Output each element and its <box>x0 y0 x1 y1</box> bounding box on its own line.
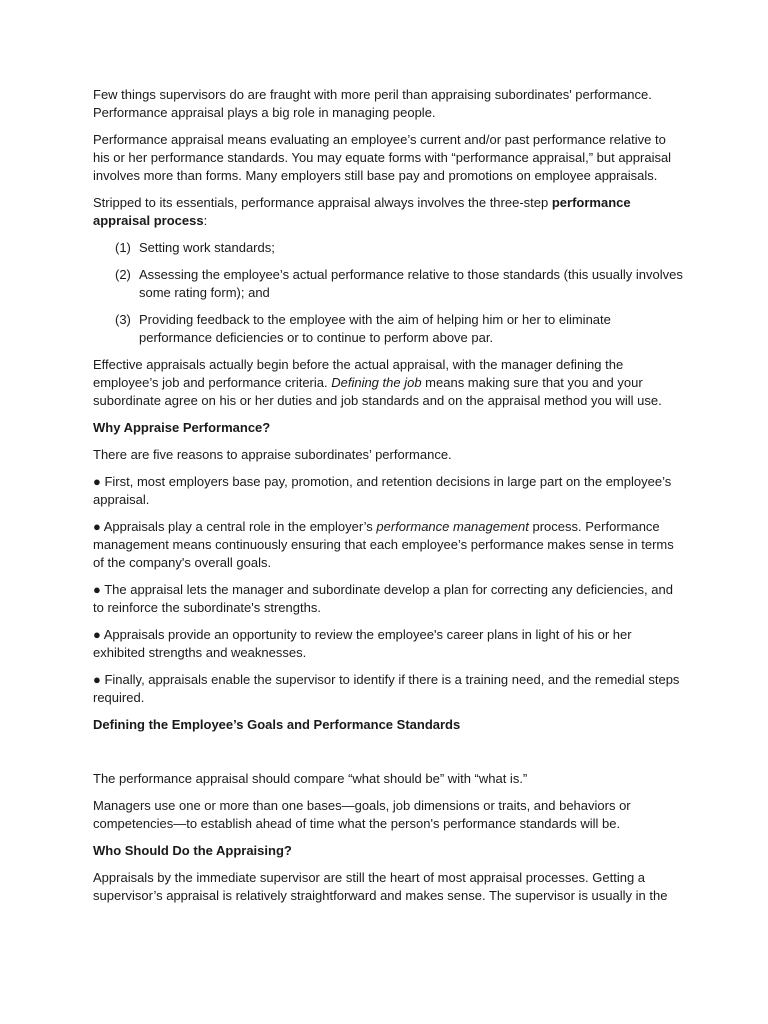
bullet-2-italic-term: performance management <box>376 519 529 534</box>
intro-paragraph-1: Few things supervisors do are fraught with more peril than appraising subordinates' performance. Performance appraisal plays a big role in managing people. <box>93 87 652 120</box>
bullet-2-text-post: process. Performance management means continuously ensuring that each employee’s performance makes sense in terms of the company's overall goals. <box>93 519 674 570</box>
section-heading-who: Who Should Do the Appraising? <box>93 843 292 858</box>
list-item-text: Assessing the employee’s actual performance relative to those standards (this usually involves some rating form); and <box>139 267 683 300</box>
bullet-paragraph-2 <box>93 518 683 572</box>
bullet-paragraph-4: ● Appraisals provide an opportunity to review the employee's career plans in light of his or her exhibited strengths and weaknesses. <box>93 627 632 660</box>
goals-paragraph-2: Managers use one or more than one bases—goals, job dimensions or traits, and behaviors or competencies—to establish ahead of time what the person's performance standards will be. <box>93 798 631 831</box>
why-intro-paragraph: There are five reasons to appraise subordinates’ performance. <box>93 447 452 462</box>
who-paragraph-1: Appraisals by the immediate supervisor are still the heart of most appraisal processes. Getting a supervisor’s appraisal is relatively straightforward and makes sense. The supervisor is usually in the <box>93 870 668 903</box>
effective-italic-term: Defining the job <box>331 375 422 390</box>
appraisal-steps-list <box>93 239 683 347</box>
list-item <box>93 266 683 302</box>
goals-paragraph-1: The performance appraisal should compare “what should be” with “what is.” <box>93 771 528 786</box>
intro-p3-suffix: : <box>203 213 208 228</box>
document-page <box>93 86 683 914</box>
bullet-2-text-pre: ● Appraisals play a central role in the employer’s <box>93 519 377 534</box>
list-item-number: (3) <box>115 312 131 327</box>
bullet-paragraph-5: ● Finally, appraisals enable the supervisor to identify if there is a training need, and the remedial steps required. <box>93 672 680 705</box>
section-heading-goals: Defining the Employee’s Goals and Performance Standards <box>93 717 461 732</box>
effective-appraisals-paragraph <box>93 356 683 410</box>
intro-p3-text: Stripped to its essentials, performance appraisal always involves the three-step <box>93 195 552 210</box>
list-item <box>93 311 683 347</box>
effective-text-pre: Effective appraisals actually begin before the actual appraisal, with the manager defining the employee’s job and performance criteria. <box>93 357 624 390</box>
list-item-text: Providing feedback to the employee with the aim of helping him or her to eliminate performance deficiencies or to continue to perform above par. <box>139 312 611 345</box>
effective-text-post: means making sure that you and your subordinate agree on his or her duties and job standards and on the appraisal method you will use. <box>93 375 662 408</box>
intro-paragraph-3 <box>93 194 683 230</box>
list-item <box>93 239 683 257</box>
intro-paragraph-2: Performance appraisal means evaluating an employee’s current and/or past performance relative to his or her performance standards. You may equate forms with “performance appraisal,” but appraisal involves more than forms. Many employers still base pay and promotions on employee appraisals. <box>93 132 672 183</box>
blank-line <box>93 743 683 770</box>
section-heading-why: Why Appraise Performance? <box>93 420 271 435</box>
bullet-paragraph-3: ● The appraisal lets the manager and subordinate develop a plan for correcting any deficiencies, and to reinforce the subordinate's strengths. <box>93 582 673 615</box>
list-item-number: (1) <box>115 240 131 255</box>
intro-p3-bold-term: performance appraisal process <box>93 195 631 228</box>
list-item-text: Setting work standards; <box>139 240 275 255</box>
bullet-paragraph-1: ● First, most employers base pay, promotion, and retention decisions in large part on the employee’s appraisal. <box>93 474 672 507</box>
list-item-number: (2) <box>115 267 131 282</box>
